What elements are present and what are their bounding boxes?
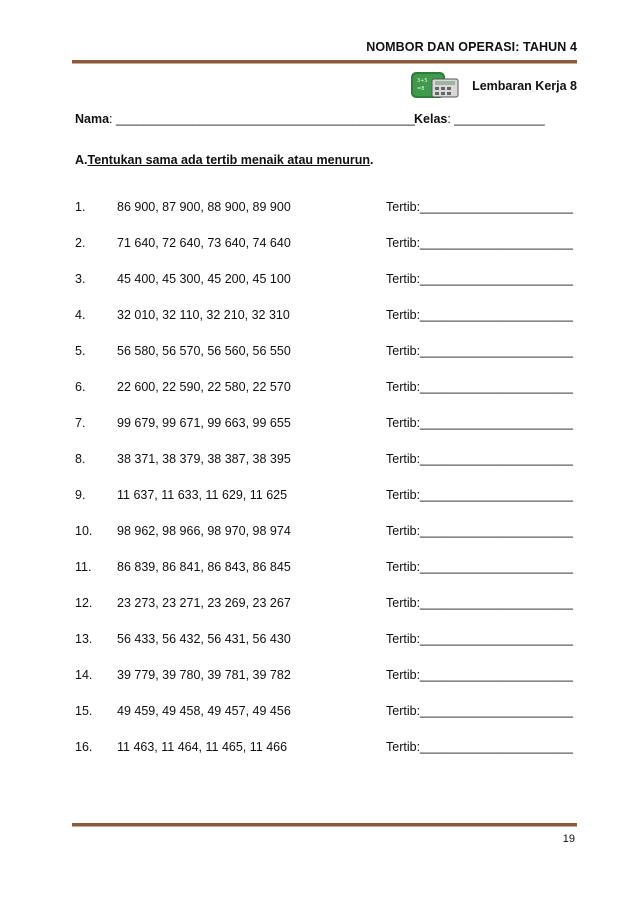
question-number: 11.	[75, 560, 92, 574]
nama-field	[75, 112, 415, 126]
question-number: 10.	[75, 524, 93, 538]
question-number: 8.	[75, 452, 86, 466]
question-numbers: 99 679, 99 671, 99 663, 99 655	[117, 416, 291, 430]
question-number: 3.	[75, 272, 86, 286]
question-number: 12.	[75, 596, 93, 610]
answer-line: Tertib:______________________	[386, 236, 573, 250]
chalkboard-calculator-icon	[410, 70, 462, 100]
question-numbers: 71 640, 72 640, 73 640, 74 640	[117, 236, 291, 250]
question-row	[75, 704, 573, 722]
question-numbers: 86 839, 86 841, 86 843, 86 845	[117, 560, 291, 574]
nama-line: : ___________________________________________	[109, 112, 415, 126]
answer-line: Tertib:______________________	[386, 200, 573, 214]
page-number: 19	[562, 833, 575, 845]
answer-line: Tertib:______________________	[386, 272, 573, 286]
question-number: 13.	[75, 632, 93, 646]
question-row	[75, 452, 573, 470]
question-numbers: 45 400, 45 300, 45 200, 45 100	[117, 272, 291, 286]
nama-label: Nama	[75, 112, 110, 126]
kelas-line: : _____________	[447, 112, 545, 126]
question-numbers: 56 580, 56 570, 56 560, 56 550	[117, 344, 291, 358]
answer-line: Tertib:______________________	[386, 308, 573, 322]
instruction	[75, 153, 373, 167]
answer-line: Tertib:______________________	[386, 380, 573, 394]
instruction-prefix: A.	[75, 153, 88, 167]
question-row	[75, 416, 573, 434]
question-row	[75, 560, 573, 578]
question-numbers: 11 637, 11 633, 11 629, 11 625	[117, 488, 288, 502]
kelas-field	[414, 112, 545, 126]
question-row	[75, 236, 573, 254]
question-numbers: 11 463, 11 464, 11 465, 11 466	[117, 740, 288, 754]
answer-line: Tertib:______________________	[386, 560, 573, 574]
answer-line: Tertib:______________________	[386, 704, 573, 718]
answer-line: Tertib:______________________	[386, 452, 573, 466]
question-row	[75, 668, 573, 686]
question-number: 9.	[75, 488, 86, 502]
answer-line: Tertib:______________________	[386, 632, 573, 646]
worksheet-number: Lembaran Kerja 8	[472, 79, 577, 93]
question-numbers: 49 459, 49 458, 49 457, 49 456	[117, 704, 291, 718]
question-number: 15.	[75, 704, 93, 718]
question-numbers: 39 779, 39 780, 39 781, 39 782	[117, 668, 291, 682]
question-number: 14.	[75, 668, 93, 682]
svg-text:3+5: 3+5	[417, 78, 428, 84]
answer-line: Tertib:______________________	[386, 524, 573, 538]
question-row	[75, 200, 573, 218]
question-number: 4.	[75, 308, 86, 322]
question-numbers: 23 273, 23 271, 23 269, 23 267	[117, 596, 291, 610]
question-row	[75, 740, 573, 758]
kelas-label: Kelas	[414, 112, 448, 126]
question-row	[75, 308, 573, 326]
question-row	[75, 380, 573, 398]
svg-text:=8: =8	[417, 86, 425, 92]
footer-divider	[72, 823, 577, 827]
question-row	[75, 488, 573, 506]
question-number: 16.	[75, 740, 93, 754]
answer-line: Tertib:______________________	[386, 740, 573, 754]
question-number: 6.	[75, 380, 86, 394]
answer-line: Tertib:______________________	[386, 416, 573, 430]
answer-line: Tertib:______________________	[386, 344, 573, 358]
answer-line: Tertib:______________________	[386, 596, 573, 610]
question-row	[75, 632, 573, 650]
question-number: 7.	[75, 416, 86, 430]
instruction-text: Tentukan sama ada tertib menaik atau menurun	[87, 153, 370, 167]
question-row	[75, 596, 573, 614]
header-divider	[72, 60, 577, 64]
question-row	[75, 524, 573, 542]
answer-line: Tertib:______________________	[386, 488, 573, 502]
question-numbers: 86 900, 87 900, 88 900, 89 900	[117, 200, 291, 214]
question-numbers: 56 433, 56 432, 56 431, 56 430	[117, 632, 291, 646]
question-numbers: 38 371, 38 379, 38 387, 38 395	[117, 452, 291, 466]
question-number: 1.	[75, 200, 86, 214]
question-numbers: 98 962, 98 966, 98 970, 98 974	[117, 524, 291, 538]
question-row	[75, 272, 573, 290]
question-numbers: 22 600, 22 590, 22 580, 22 570	[117, 380, 291, 394]
instruction-suffix: .	[369, 153, 374, 167]
header-title: NOMBOR DAN OPERASI: TAHUN 4	[366, 40, 577, 54]
question-row	[75, 344, 573, 362]
question-number: 2.	[75, 236, 86, 250]
answer-line: Tertib:______________________	[386, 668, 573, 682]
question-number: 5.	[75, 344, 86, 358]
question-numbers: 32 010, 32 110, 32 210, 32 310	[117, 308, 290, 322]
